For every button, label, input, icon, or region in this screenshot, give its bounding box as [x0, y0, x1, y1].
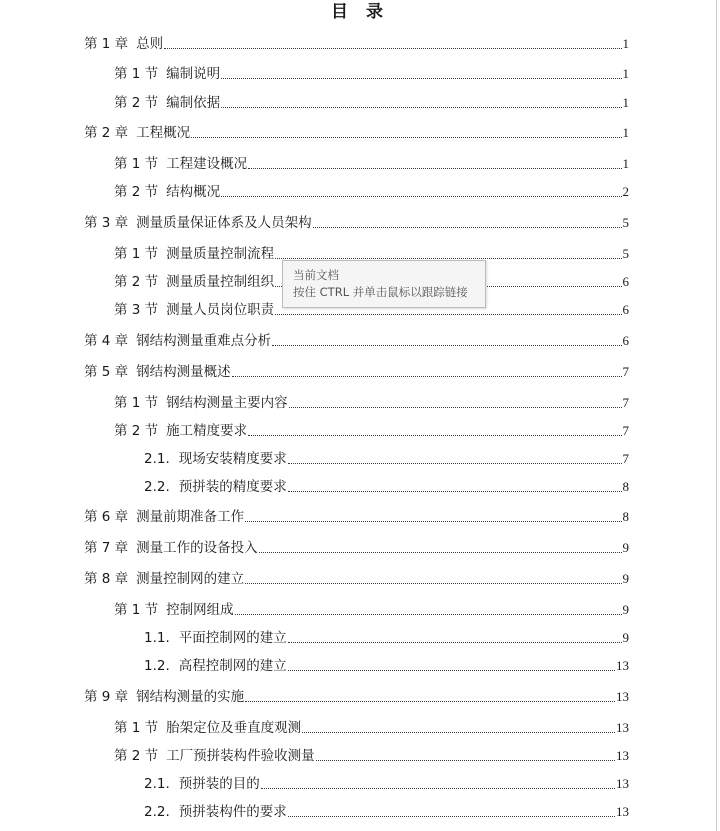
- toc-page-number: 1: [622, 125, 629, 140]
- toc-entry-text: 工程建设概况: [166, 156, 248, 172]
- toc-entry[interactable]: [144, 627, 629, 647]
- toc-page-number: 13: [616, 804, 629, 819]
- toc-entry-number: 第 2 节: [114, 95, 159, 111]
- toc-entry-number: 第 1 节: [114, 395, 159, 411]
- toc-entry[interactable]: [144, 655, 629, 675]
- toc-entry[interactable]: [84, 568, 629, 588]
- toc-dot-leader: [316, 760, 615, 761]
- toc-entry[interactable]: [114, 92, 629, 112]
- toc-page-number: 7: [622, 451, 629, 466]
- toc-entry[interactable]: [144, 801, 629, 821]
- toc-entry-text: 测量质量控制组织: [166, 274, 275, 290]
- toc-entry[interactable]: [84, 686, 629, 706]
- toc-entry-text: 钢结构测量主要内容: [166, 395, 288, 411]
- toc-entry-text: 工厂预拼装构件验收测量: [166, 748, 315, 764]
- toc-page-number: 1: [622, 66, 629, 81]
- toc-entry[interactable]: [114, 420, 629, 440]
- toc-page-number: 9: [622, 540, 629, 555]
- toc-dot-leader: [302, 732, 615, 733]
- toc-entry[interactable]: [114, 63, 629, 83]
- toc-entry-text: 钢结构测量的实施: [136, 689, 245, 705]
- toc-page-number: 7: [622, 423, 629, 438]
- toc-page-number: 8: [622, 479, 629, 494]
- toc-dot-leader: [221, 107, 621, 108]
- toc-page-number: 13: [616, 748, 629, 763]
- toc-entry-number: 第 7 章: [84, 540, 129, 556]
- toc-page-number: 6: [622, 302, 629, 317]
- toc-entry[interactable]: [84, 506, 629, 526]
- toc-entry-text: 编制依据: [166, 95, 221, 111]
- toc-entry-text: 施工精度要求: [166, 423, 248, 439]
- toc-title: 目 录: [331, 2, 389, 22]
- toc-page-number: 6: [622, 274, 629, 289]
- toc-entry-text: 胎架定位及垂直度观测: [166, 720, 302, 736]
- toc-entry-number: 第 2 章: [84, 125, 129, 141]
- toc-entry-text: 结构概况: [166, 184, 221, 200]
- toc-entry-number: 第 1 节: [114, 602, 159, 618]
- toc-entry[interactable]: [84, 212, 629, 232]
- toc-entry-number: 第 2 节: [114, 748, 159, 764]
- toc-dot-leader: [261, 788, 615, 789]
- toc-dot-leader: [245, 701, 615, 702]
- toc-page-number: 9: [622, 630, 629, 645]
- hyperlink-tooltip: [282, 260, 486, 308]
- toc-entry-text: 测量人员岗位职责: [166, 302, 275, 318]
- toc-page-number: 6: [622, 333, 629, 348]
- toc-entry-number: 2.2.: [144, 804, 170, 820]
- toc-entry-number: 第 1 节: [114, 66, 159, 82]
- toc-entry-number: 第 1 节: [114, 246, 159, 262]
- toc-page-number: 7: [622, 395, 629, 410]
- toc-entry[interactable]: [84, 537, 629, 557]
- toc-entry-text: 现场安装精度要求: [178, 451, 287, 467]
- toc-dot-leader: [272, 345, 621, 346]
- toc-page-number: 5: [622, 246, 629, 261]
- toc-dot-leader: [259, 552, 622, 553]
- toc-dot-leader: [232, 376, 622, 377]
- toc-dot-leader: [288, 670, 615, 671]
- toc-dot-leader: [164, 48, 621, 49]
- toc-entry-number: 第 1 节: [114, 720, 159, 736]
- toc-entry-text: 编制说明: [166, 66, 221, 82]
- toc-page-number: 9: [622, 571, 629, 586]
- toc-entry[interactable]: [144, 476, 629, 496]
- toc-dot-leader: [245, 521, 621, 522]
- toc-entry[interactable]: [114, 392, 629, 412]
- toc-entry-number: 2.1.: [144, 776, 170, 792]
- toc-entry-text: 平面控制网的建立: [178, 630, 287, 646]
- toc-page-number: 5: [622, 215, 629, 230]
- toc-entry-number: 第 2 节: [114, 274, 159, 290]
- toc-entry-number: 第 1 章: [84, 36, 129, 52]
- toc-entry[interactable]: [114, 153, 629, 173]
- toc-dot-leader: [288, 642, 622, 643]
- toc-entry-text: 钢结构测量概述: [136, 364, 231, 380]
- toc-entry-text: 工程概况: [136, 125, 191, 141]
- toc-entry-number: 1.2.: [144, 658, 170, 674]
- toc-entry[interactable]: [84, 361, 629, 381]
- toc-entry-text: 预拼装的精度要求: [178, 479, 287, 495]
- toc-entry-number: 第 4 章: [84, 333, 129, 349]
- tooltip-title: 当前文档: [293, 268, 339, 282]
- toc-dot-leader: [289, 407, 622, 408]
- toc-entry[interactable]: [144, 773, 629, 793]
- toc-dot-leader: [313, 227, 622, 228]
- toc-entry-number: 第 2 节: [114, 184, 159, 200]
- toc-entry-text: 测量工作的设备投入: [136, 540, 258, 556]
- toc-entry-text: 测量质量控制流程: [166, 246, 275, 262]
- toc-entry[interactable]: [84, 122, 629, 142]
- toc-dot-leader: [288, 816, 615, 817]
- toc-dot-leader: [288, 463, 622, 464]
- toc-page-number: 7: [622, 364, 629, 379]
- toc-entry-number: 第 9 章: [84, 689, 129, 705]
- toc-entry-text: 测量前期准备工作: [136, 509, 245, 525]
- toc-page-number: 13: [616, 658, 629, 673]
- toc-page-number: 1: [622, 95, 629, 110]
- toc-entry-number: 2.1.: [144, 451, 170, 467]
- toc-dot-leader: [275, 258, 621, 259]
- toc-page-number: 1: [622, 156, 629, 171]
- toc-page-number: 13: [616, 776, 629, 791]
- toc-entry-number: 第 6 章: [84, 509, 129, 525]
- toc-page-number: 2: [622, 184, 629, 199]
- toc-entry-number: 2.2.: [144, 479, 170, 495]
- toc-entry[interactable]: [84, 330, 629, 350]
- toc-page-number: 13: [616, 689, 629, 704]
- toc-entry[interactable]: [114, 181, 629, 201]
- toc-entry[interactable]: [114, 745, 629, 765]
- toc-entry-number: 第 5 章: [84, 364, 129, 380]
- toc-page-number: 9: [622, 602, 629, 617]
- toc-dot-leader: [248, 168, 621, 169]
- toc-entry[interactable]: [84, 33, 629, 53]
- toc-entry-text: 预拼装的目的: [178, 776, 260, 792]
- toc-entry-number: 第 1 节: [114, 156, 159, 172]
- toc-entry-text: 测量控制网的建立: [136, 571, 245, 587]
- tooltip-hint: 按住 CTRL 并单击鼠标以跟踪链接: [293, 285, 468, 299]
- toc-page-number: 8: [622, 509, 629, 524]
- toc-dot-leader: [248, 435, 621, 436]
- toc-entry-number: 第 8 章: [84, 571, 129, 587]
- toc-dot-leader: [235, 614, 622, 615]
- toc-entry-text: 钢结构测量重难点分析: [136, 333, 272, 349]
- toc-entry[interactable]: [114, 717, 629, 737]
- toc-entry-text: 测量质量保证体系及人员架构: [136, 215, 312, 231]
- toc-dot-leader: [275, 314, 621, 315]
- toc-page-number: 1: [622, 36, 629, 51]
- toc-entry-text: 控制网组成: [166, 602, 234, 618]
- toc-entry-number: 第 2 节: [114, 423, 159, 439]
- toc-dot-leader: [245, 583, 621, 584]
- toc-entry-number: 第 3 节: [114, 302, 159, 318]
- toc-dot-leader: [191, 137, 621, 138]
- toc-entry-number: 第 3 章: [84, 215, 129, 231]
- toc-entry-text: 预拼装构件的要求: [178, 804, 287, 820]
- toc-entry-text: 总则: [136, 36, 164, 52]
- toc-dot-leader: [221, 196, 621, 197]
- toc-entry[interactable]: [114, 599, 629, 619]
- toc-page-number: 13: [616, 720, 629, 735]
- toc-dot-leader: [288, 491, 622, 492]
- toc-entry-text: 高程控制网的建立: [178, 658, 287, 674]
- toc-entry[interactable]: [144, 448, 629, 468]
- toc-dot-leader: [221, 78, 621, 79]
- toc-entry-number: 1.1.: [144, 630, 170, 646]
